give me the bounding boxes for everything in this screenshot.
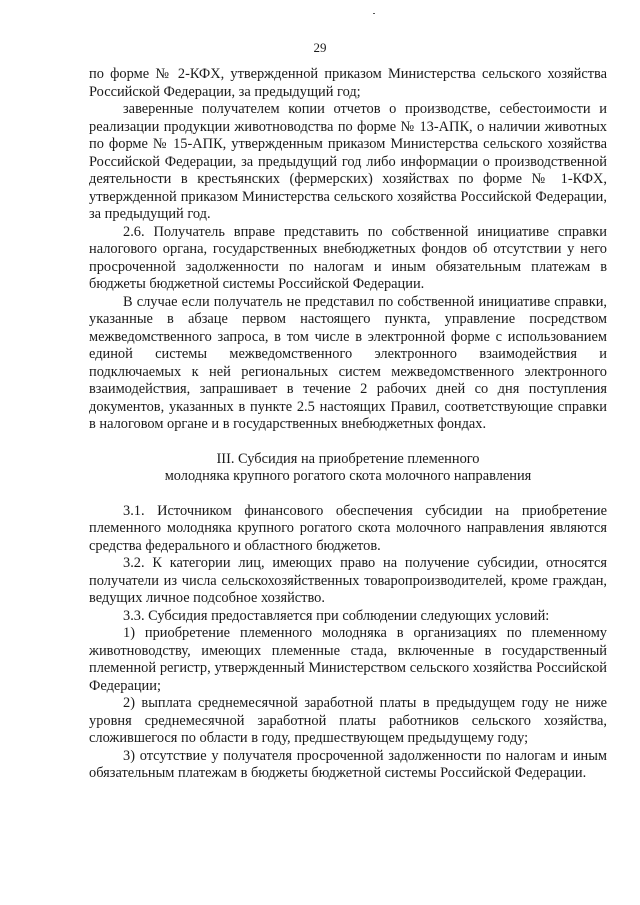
list-item-condition-3: 3) отсутствие у получателя просроченной задолженности по налогам и иным обязательным платежам в бюджеты бюджетной системы Российской Федерации. (89, 747, 607, 781)
paragraph-interagency-request: В случае если получатель не представил по собственной инициативе справки, указанные в абзаце первом настоящего пункта, управление посредством межведомственного запроса, в том числе в электронной форме с использованием единой системы межведомственного электронного взаимодействия и подключаемых к ней региональных систем межведомственного электронного взаимодействия, запрашивает в течение 2 рабочих дней со дня поступления документов, указанных в пункте 2.5 настоящих Правил, соответствующие справки в налоговом органе и в государственных внебюджетных фондах. (89, 293, 607, 432)
document-body (89, 66, 607, 783)
paragraph-3-3: 3.3. Субсидия предоставляется при соблюдении следующих условий: (123, 607, 550, 624)
paragraph-continuation: по форме № 2-КФХ, утвержденной приказом Министерства сельского хозяйства Российской Федерации, за предыдущий год; (89, 66, 607, 100)
scan-speck (373, 13, 375, 14)
paragraph-report-copies: заверенные получателем копии отчетов о производстве, себестоимости и реализации продукции животноводства по форме № 13-АПК, о наличии животных по форме № 15-АПК, утвержденным приказом Министерства сельского хозяйства Российской Федерации, за предыдущий год либо информации о производственной деятельности в крестьянских (фермерских) хозяйствах по форме № 1-КФХ, утвержденной приказом Министерства сельского хозяйства Российской Федерации, за предыдущий год. (89, 101, 607, 222)
paragraph-2-6: 2.6. Получатель вправе представить по собственной инициативе справки налогового органа, государственных внебюджетных фондов об отсутствии у него просроченной задолженности по налогам и иным обязательным платежам в бюджеты бюджетной системы Российской Федерации. (89, 223, 607, 292)
section-heading (89, 451, 607, 486)
list-item-condition-1: 1) приобретение племенного молодняка в организациях по племенному животноводству, имеющих племенные стада, включенные в государственный племенной регистр, утвержденный Министерством сельского хозяйства Российской Федерации; (89, 625, 607, 694)
section-heading-line-2: молодняка крупного рогатого скота молочного направления (164, 468, 532, 484)
list-item-condition-2: 2) выплата среднемесячной заработной платы в предыдущем году не ниже уровня среднемесячной заработной платы работников сельского хозяйства, сложившегося по области в году, предшествующем предыдущему году; (89, 695, 607, 746)
paragraph-3-1: 3.1. Источником финансового обеспечения субсидии на приобретение племенного молодняка крупного рогатого скота молочного направления являются средства федерального и областного бюджетов. (89, 502, 607, 554)
section-heading-line-1: III. Субсидия на приобретение племенного (216, 450, 480, 467)
paragraph-3-2: 3.2. К категории лиц, имеющих право на получение субсидии, относятся получатели из числа сельскохозяйственных товаропроизводителей, кроме граждан, ведущих личное подсобное хозяйство. (89, 555, 607, 606)
page-number: 29 (313, 40, 327, 55)
